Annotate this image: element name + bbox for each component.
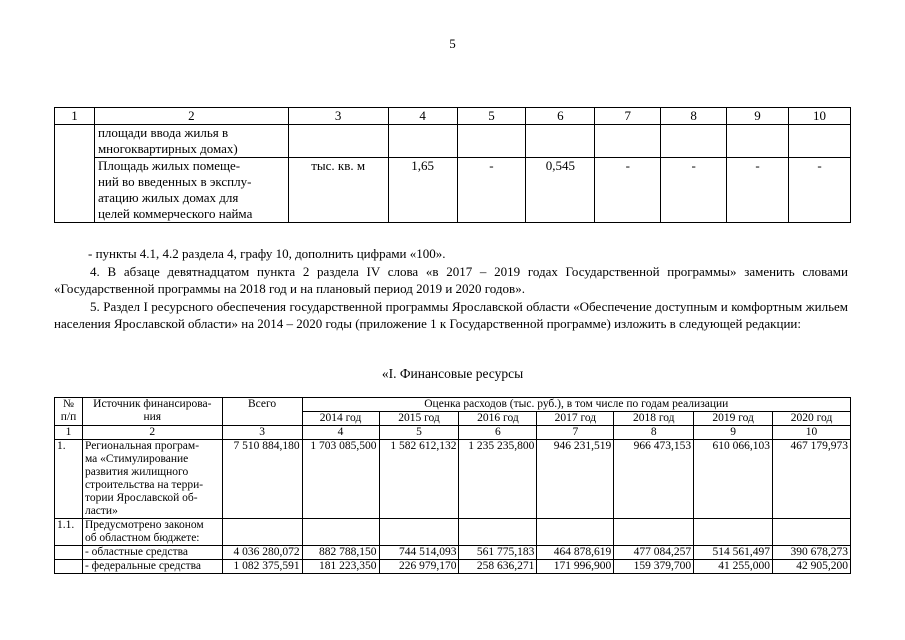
- row-number: [55, 560, 83, 574]
- value-cell: 966 473,153: [614, 440, 694, 519]
- page-number: 5: [449, 36, 456, 51]
- value-cell: 477 084,257: [614, 546, 694, 560]
- header-cell: 4: [388, 108, 457, 125]
- value-cell: 171 996,900: [537, 560, 614, 574]
- col-number: 1: [55, 426, 83, 440]
- value-cell: -: [789, 158, 851, 223]
- col-number: 9: [694, 426, 773, 440]
- source-cell: - областные средства: [82, 546, 222, 560]
- indicator-name-cell: [94, 125, 288, 158]
- paragraph-items-4-1-4-2: - пункты 4.1, 4.2 раздела 4, графу 10, дополнить цифрами «100».: [88, 246, 446, 261]
- col-number: 7: [537, 426, 614, 440]
- col-number: 4: [302, 426, 379, 440]
- indicator-line: Площадь жилых помеще-: [97, 158, 241, 173]
- year-header: 2020 год: [773, 412, 851, 426]
- indicator-line: многоквартирных домах): [97, 141, 238, 156]
- value-cell: 561 775,183: [459, 546, 537, 560]
- value-cell: -: [727, 158, 789, 223]
- row-number: 1.1.: [55, 519, 83, 546]
- column-numbers-row: [55, 426, 851, 440]
- value-cell: 181 223,350: [302, 560, 379, 574]
- value-cell: 226 979,170: [379, 560, 459, 574]
- table-row: [55, 158, 851, 223]
- table-row: [55, 440, 851, 519]
- year-header: 2018 год: [614, 412, 694, 426]
- header-cell: 7: [595, 108, 661, 125]
- indicator-line: площади ввода жилья в: [97, 125, 229, 140]
- value-cell: 1 582 612,132: [379, 440, 459, 519]
- value-cell: 1,65: [388, 158, 457, 223]
- table-row: [55, 519, 851, 546]
- col-number: 3: [222, 426, 302, 440]
- value-cell: 4 036 280,072: [222, 546, 302, 560]
- value-cell: -: [457, 158, 526, 223]
- value-cell: 1 235 235,800: [459, 440, 537, 519]
- value-cell: 514 561,497: [694, 546, 773, 560]
- value-cell: 0,545: [526, 158, 595, 223]
- paragraph-4: 4. В абзаце девятнадцатом пункта 2 раздела IV слова «в 2017 – 2019 годах Государственной программы» заменить словами «Государственной программы на 2018 год и на плановый период 2019 и 2020 годов».: [54, 264, 848, 296]
- header-cell: 6: [526, 108, 595, 125]
- header-cell: 3: [288, 108, 388, 125]
- col-number: 2: [82, 426, 222, 440]
- paragraph-5: 5. Раздел I ресурсного обеспечения государственной программы Ярославской области «Обеспечение доступным и комфортным жильем населения Ярославской области» на 2014 – 2020 годы (приложение 1 к Государственной программе) изложить в следующей редакции:: [54, 299, 848, 331]
- header-cell: 1: [55, 108, 95, 125]
- value-cell: 42 905,200: [773, 560, 851, 574]
- value-cell: 882 788,150: [302, 546, 379, 560]
- source-cell: - федеральные средства: [82, 560, 222, 574]
- value-cell: 7 510 884,180: [222, 440, 302, 519]
- year-header: 2019 год: [694, 412, 773, 426]
- header-cell: 5: [457, 108, 526, 125]
- table-row: [55, 546, 851, 560]
- num-header: № п/п: [55, 398, 83, 426]
- total-header: Всего: [222, 398, 302, 426]
- value-cell: 1 703 085,500: [302, 440, 379, 519]
- table-row: [55, 125, 851, 158]
- indicator-line: атацию жилых домах для: [97, 190, 239, 205]
- value-cell: 467 179,973: [773, 440, 851, 519]
- year-header: 2015 год: [379, 412, 459, 426]
- col-number: 8: [614, 426, 694, 440]
- empty-cell: [55, 125, 95, 223]
- section-title: «I. Финансовые ресурсы: [381, 366, 524, 381]
- year-header: 2017 год: [537, 412, 614, 426]
- source-header: Источник финансирова- ния: [82, 398, 222, 426]
- col-number: 6: [459, 426, 537, 440]
- value-cell: 946 231,519: [537, 440, 614, 519]
- header-cell: 9: [727, 108, 789, 125]
- value-cell: 464 878,619: [537, 546, 614, 560]
- value-cell: 1 082 375,591: [222, 560, 302, 574]
- indicator-line: целей коммерческого найма: [97, 206, 253, 221]
- year-header: 2016 год: [459, 412, 537, 426]
- financial-resources-table: [54, 397, 851, 574]
- value-cell: 258 636,271: [459, 560, 537, 574]
- source-cell: Предусмотрено законом об областном бюджете:: [82, 519, 222, 546]
- value-cell: -: [661, 158, 727, 223]
- header-cell: 8: [661, 108, 727, 125]
- estimate-header: Оценка расходов (тыс. руб.), в том числе по годам реализации: [302, 398, 850, 412]
- indicator-line: ний во введенных в эксплу-: [97, 174, 252, 189]
- source-cell: Региональная програм- ма «Стимулирование развития жилищного строительства на терри- тории Ярославской об- ласти»: [82, 440, 222, 519]
- value-cell: 41 255,000: [694, 560, 773, 574]
- value-cell: 610 066,103: [694, 440, 773, 519]
- indicators-table: [54, 107, 851, 223]
- table-header-row: [55, 108, 851, 125]
- header-cell: 2: [94, 108, 288, 125]
- value-cell: 390 678,273: [773, 546, 851, 560]
- value-cell: 159 379,700: [614, 560, 694, 574]
- table-header-row: [55, 398, 851, 412]
- row-number: [55, 546, 83, 560]
- value-cell: -: [595, 158, 661, 223]
- unit-cell: тыс. кв. м: [288, 158, 388, 223]
- row-number: 1.: [55, 440, 83, 519]
- year-header: 2014 год: [302, 412, 379, 426]
- table-row: [55, 560, 851, 574]
- value-cell: 744 514,093: [379, 546, 459, 560]
- header-cell: 10: [789, 108, 851, 125]
- col-number: 10: [773, 426, 851, 440]
- indicator-name-cell: [94, 158, 288, 223]
- col-number: 5: [379, 426, 459, 440]
